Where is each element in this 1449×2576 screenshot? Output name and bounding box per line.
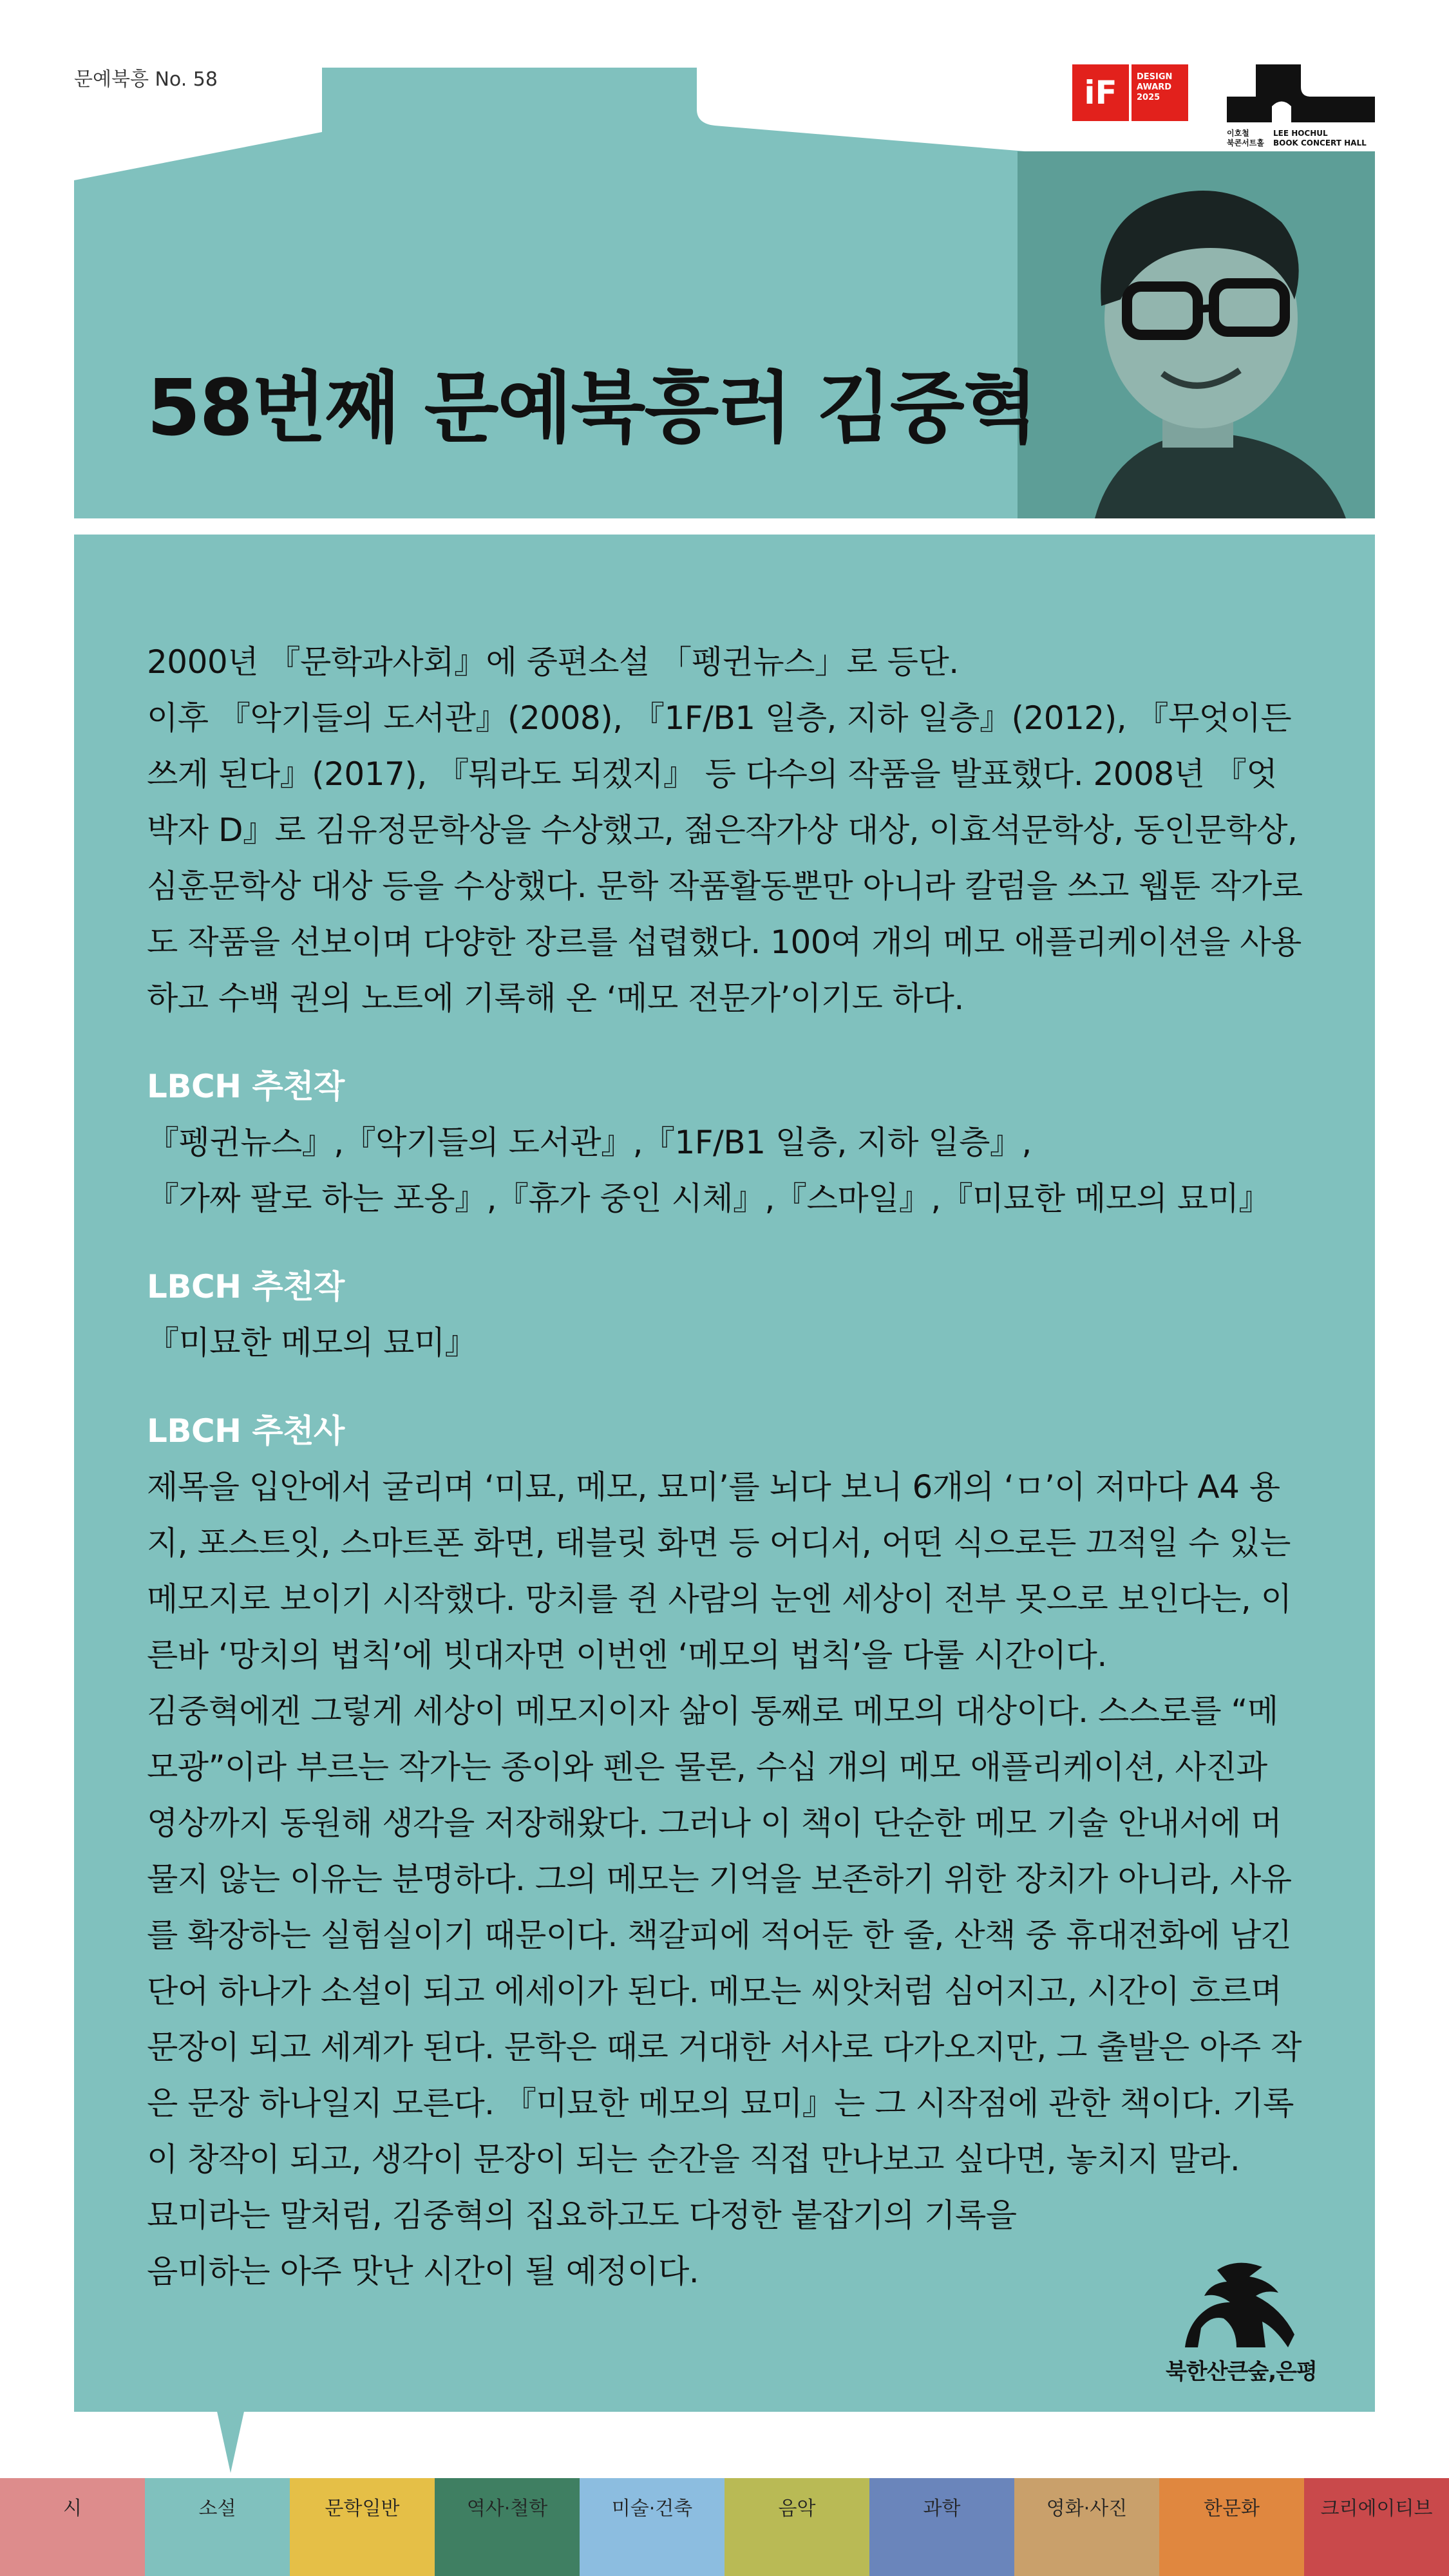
recommended-works-line-1: 『펭귄뉴스』,『악기들의 도서관』,『1F/B1 일층, 지하 일층』, — [147, 1124, 1032, 1161]
tab-history-philosophy[interactable]: 역사·철학 — [435, 2478, 580, 2576]
tab-poetry[interactable]: 시 — [0, 2478, 145, 2576]
tab-literature-general[interactable]: 문학일반 — [290, 2478, 435, 2576]
tab-music[interactable]: 음악 — [724, 2478, 869, 2576]
lee-hochul-book-concert-hall-logo: 이호철 북콘서트홀 LEE HOCHUL BOOK CONCERT HALL — [1227, 64, 1375, 148]
mountain-bird-icon — [1140, 2257, 1346, 2354]
tab-film-photo[interactable]: 영화·사진 — [1014, 2478, 1159, 2576]
recommended-works-label: LBCH 추천작 — [147, 1068, 345, 1105]
recommended-works-line-2: 『가짜 팔로 하는 포옹』,『휴가 중인 시체』,『스마일』,『미묘한 메모의 묘미』 — [147, 1180, 1271, 1217]
recommendation-paragraph-2: 김중혁에겐 그렇게 세상이 메모지이자 삶이 통째로 메모의 대상이다. 스스로를 “메모광”이라 부르는 작가는 종이와 펜은 물론, 수십 개의 메모 애플리케이션, 사진과 영상까지 동원해 생각을 저장해왔다. 그러나 이 책이 단순한 메모 기술 안내서에 머물지 않는 이유는 분명하다. 그의 메모는 기억을 보존하기 위한 장치가 아니라, 사유를 확장하는 실험실이기 때문이다. 책갈피에 적어둔 한 줄, 산책 중 휴대전화에 남긴 단어 하나가 소설이 되고 에세이가 된다. 메모는 씨앗처럼 심어지고, 시간이 흐르며 문장이 되고 세계가 된다. 문학은 때로 거대한 서사로 다가오지만, 그 출발은 아주 작은 문장 하나일지 모른다. 『미묘한 메모의 묘미』는 그 시작점에 관한 책이다. 기록이 창작이 되고, 생각이 문장이 되는 순간을 직접 만나보고 싶다면, 놓치지 말라. — [147, 1692, 1302, 2178]
tab-fiction[interactable]: 소설 — [145, 2478, 290, 2576]
recommendation-label: LBCH 추천사 — [147, 1412, 345, 1450]
closing-line-2: 음미하는 아주 맛난 시간이 될 예정이다. — [147, 2253, 699, 2290]
issue-number: 문예북흥 No. 58 — [74, 68, 218, 91]
recommendation-paragraph-1: 제목을 입안에서 굴리며 ‘미묘, 메모, 묘미’를 뇌다 보니 6개의 ‘ㅁ’이 저마다 A4 용지, 포스트잇, 스마트폰 화면, 태블릿 화면 등 어디서, 어떤 식으로든 끄적일 수 있는 메모지로 보이기 시작했다. 망치를 쥔 사람의 눈엔 세상이 전부 못으로 보인다는, 이른바 ‘망치의 법칙’에 빗대자면 이번엔 ‘메모의 법칙’을 다룰 시간이다. — [147, 1468, 1292, 1674]
closing-line-1: 묘미라는 말처럼, 김중혁의 집요하고도 다정한 붙잡기의 기록을 — [147, 2197, 1017, 2234]
content-body — [147, 634, 1306, 2300]
recommended-book-label: LBCH 추천작 — [147, 1268, 345, 1305]
active-tab-pointer — [216, 2409, 245, 2473]
tab-science[interactable]: 과학 — [869, 2478, 1014, 2576]
bio-paragraph: 이후 『악기들의 도서관』(2008), 『1F/B1 일층, 지하 일층』(2012), 『무엇이든 쓰게 된다』(2017), 『뭐라도 되겠지』 등 다수의 작품을 발표했다. 2008년 『엇박자 D』로 김유정문학상을 수상했고, 젊은작가상 대상, 이효석문학상, 동인문학상, 심훈문학상 대상 등을 수상했다. 문학 작품활동뿐만 아니라 칼럼을 쓰고 웹툰 작가로도 작품을 선보이며 다양한 장르를 섭렵했다. 100여 개의 메모 애플리케이션을 사용하고 수백 권의 노트에 기록해 온 ‘메모 전문가’이기도 하다. — [147, 699, 1303, 1017]
tab-korean-culture[interactable]: 한문화 — [1159, 2478, 1304, 2576]
if-design-award-logo: iF DESIGN AWARD 2025 — [1072, 64, 1188, 121]
tab-creative[interactable]: 크리에이티브 — [1304, 2478, 1449, 2576]
author-portrait — [1018, 151, 1375, 518]
debut-line: 2000년 『문학과사회』에 중편소설 「펭귄뉴스」로 등단. — [147, 643, 959, 681]
bukhansan-forest-logo: 북한산큰숲,은평 — [1140, 2257, 1346, 2380]
page-title: 58번째 문예북흥러 김중혁 — [147, 364, 1037, 453]
recommended-book-title: 『미묘한 메모의 묘미』 — [147, 1324, 477, 1361]
category-tabs — [0, 2478, 1449, 2576]
concert-hall-icon — [1227, 64, 1375, 122]
tab-art-architecture[interactable]: 미술·건축 — [580, 2478, 724, 2576]
